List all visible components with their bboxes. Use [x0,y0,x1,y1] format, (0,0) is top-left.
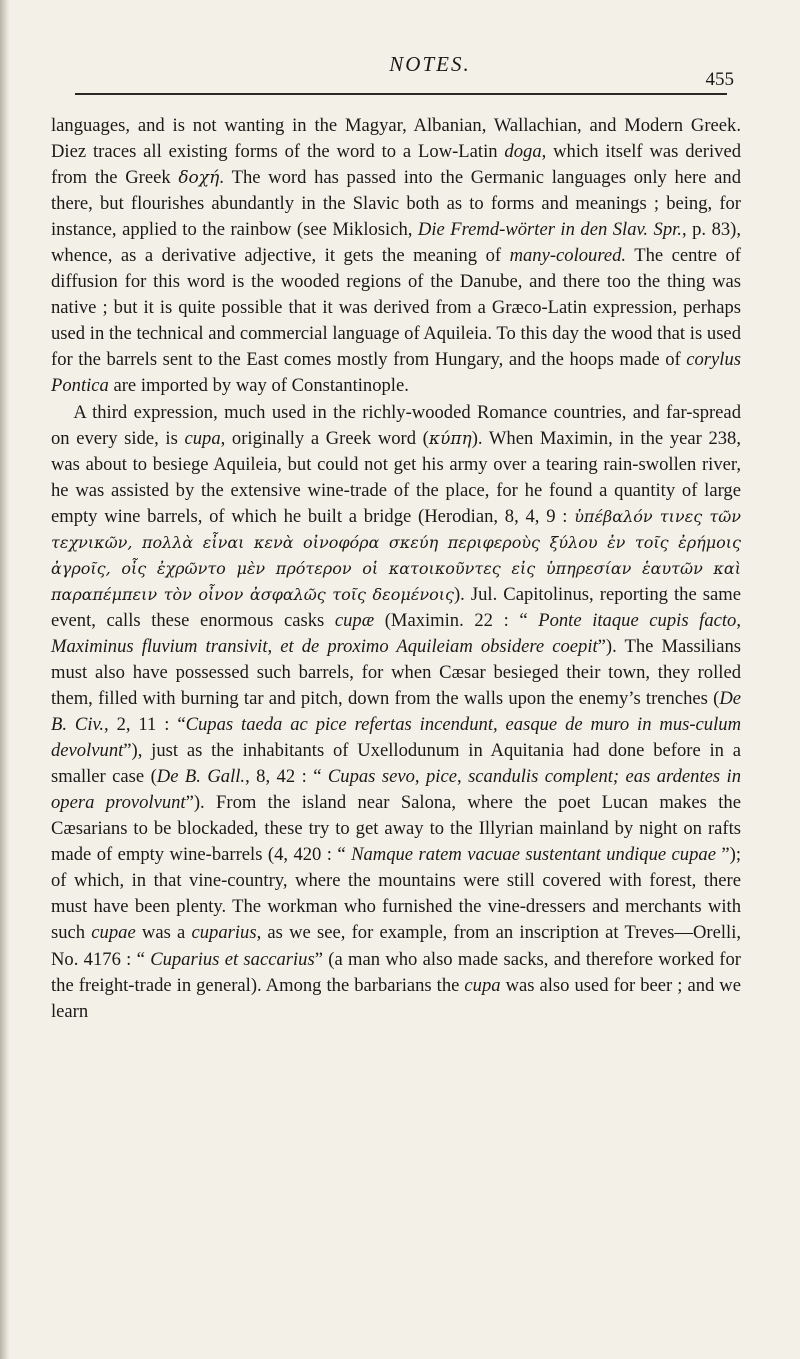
italic-phrase: De B. Civ. [51,688,741,736]
text-run: . The word has passed into the Germanic languages only here and there, but flourishes abundantly in the Slavic both as to forms and meanings ; being, for instance, applied to the rainbow (see Miklosich, [51,167,742,241]
text-run: , [414,766,426,788]
text-run: , 8, 42 : “ [245,766,328,788]
italic-phrase: Namque ratem vacuae sustentant undique cupae [351,844,716,866]
italic-phrase: Maximinus fluvium transivit [51,635,268,657]
text-run: , 2, 11 : “ [104,714,186,736]
text-run: (Maximin. 22 : “ [374,609,539,631]
greek-text: ὑπέβαλόν τινες τῶν τεχνικῶν, πολλὰ εἶναι κενὰ οἰνοφόρα σκεύη περιφεροὺς ξύλου ἐν τοῖς ἐρήμοις ἀγροῖς, οἷς ἐχρῶντο μὲν πρότερον οἱ κατοικοῦντες εἰς ὑπηρεσίαν ἑαυτῶν καὶ παραπέμπειν τὸν οἶνον ἀσφαλῶς τοῖς δεομένοις [51,506,742,604]
italic-phrase: corylus Pontica [51,349,741,397]
text-run: A third expression, much used in the richly-wooded Romance countries, and far-spread on every side, is [51,401,741,449]
text-run: are imported by way of Constantinople. [108,375,409,397]
italic-phrase: Cupas taeda ac pice refertas incendunt, easque de muro in mus-culum devolvunt [51,714,741,762]
text-run: ”), just as the inhabitants of Uxellodunum in Aquitania had done before in a smaller case ( [51,740,741,788]
text-run: The centre of diffusion for this word is the wooded regions of the Danube, and there too the thing was native ; but it is quite possible that it was derived from a Græco-Latin expression, perhaps used in the technical and commercial language of Aquileia. To this day the wood that is used for the barrels sent to the East comes mostly from Hungary, and the hoops made of [51,245,742,371]
text-run: , originally a Greek word ( [220,427,429,449]
text-run: ”). The Massilians must also have possessed such barrels, for when Cæsar besieged their town, they rolled them, filled with burning tar and pitch, down from the walls upon the enemy’s trenches ( [51,635,742,710]
text-run: was a [135,922,192,944]
text-run: , [736,609,742,631]
text-run: languages, and is not wanting in the Magyar, Albanian, Wallachian, and Modern Greek. Diez traces all existing forms of the word to a Low-Latin [51,115,741,163]
text-run: ”); of which, in that vine-country, where the mountains were still covered with forest, there must have been plenty. The workman who furnished the vine-dressers and merchants with such [51,844,742,944]
running-head [130,52,734,92]
italic-phrase: cupa [184,427,221,449]
notes-body [51,113,741,1025]
italic-phrase: Cuparius et saccarius [150,948,315,970]
paragraph-1 [51,113,741,400]
italic-phrase: cupa [464,974,501,996]
italic-phrase: scandulis complent; eas ardentes in opera provolvunt [51,766,742,814]
italic-phrase: De B. Gall. [156,766,246,788]
italic-phrase: cupae [91,922,136,944]
italic-phrase: doga [504,141,542,163]
header-rule [75,93,727,95]
text-run: ”). From the island near Salona, where the poet Lucan makes the Cæsarians to be blockaded, these try to get away to the Illyrian mainland by night on rafts made of empty wine-barrels (4, 420 : “ [51,792,741,866]
text-run: ). Jul. Capitolinus, reporting the same event, calls these enormous casks [51,583,741,631]
italic-phrase: Ponte itaque cupis facto [538,609,737,631]
italic-phrase: Die Fremd-wörter in den Slav. Spr. [417,219,682,241]
italic-phrase: pice [426,766,457,788]
italic-phrase: many-coloured. [509,245,627,267]
text-run: , [267,635,281,657]
page-number: 455 [705,69,734,90]
page-gutter-shadow [0,0,10,1359]
text-run: ). When Maximin, in the year 238, was about to besiege Aquileia, but could not get his army over a tearing rain-swollen river, he was assisted by the extensive wine-trade of the place, for he found a quantity of large empty wine barrels, of which he built a bridge (Herodian, 8, 4, 9 : [51,427,742,527]
text-run: , as we see, for example, from an inscription at Treves—Orelli, No. 4176 : “ [51,922,742,970]
text-run: , p. 83), whence, as a derivative adjective, it gets the meaning of [51,219,742,267]
italic-phrase: cupæ [334,609,375,631]
text-run: ” (a man who also made sacks, and therefore worked for the freight-trade in general). Among the barbarians the [51,948,741,996]
italic-phrase: Cupas sevo [327,766,415,788]
italic-phrase: cuparius [191,922,257,944]
text-run: was also used for beer ; and we learn [51,974,741,1022]
greek-text: κύπη [428,428,472,449]
text-run: , which itself was derived from the Greek [51,141,741,189]
paragraph-2 [51,400,741,1025]
greek-text: δοχή [178,168,220,189]
running-head-title: NOTES. [389,52,471,76]
italic-phrase: et de proximo Aquileiam obsidere coepit [280,635,598,657]
text-run: , [456,766,469,788]
